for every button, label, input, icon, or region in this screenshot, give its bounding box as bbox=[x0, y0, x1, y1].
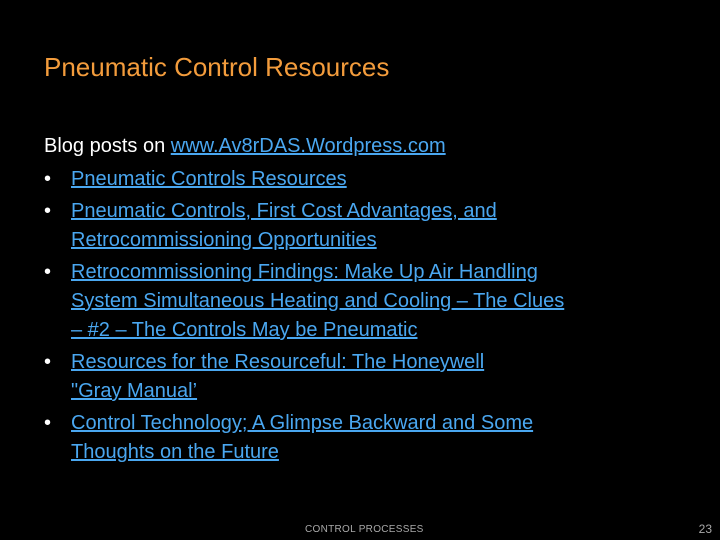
footer-label: CONTROL PROCESSES bbox=[305, 524, 424, 535]
slide-title: Pneumatic Control Resources bbox=[44, 52, 390, 82]
list-item bbox=[44, 165, 684, 194]
link-line: "Gray Manual’ bbox=[71, 380, 198, 402]
resource-link[interactable] bbox=[71, 197, 684, 255]
link-line: Pneumatic Controls, First Cost Advantages, and bbox=[71, 200, 497, 222]
bullet: • bbox=[44, 200, 52, 222]
intro-prefix: Blog posts on bbox=[44, 135, 171, 157]
bullet: • bbox=[44, 412, 52, 434]
list-item bbox=[44, 197, 684, 255]
list-item bbox=[44, 409, 684, 467]
bullet: • bbox=[44, 261, 52, 283]
bullet: • bbox=[44, 168, 52, 190]
link-line: System Simultaneous Heating and Cooling – The Clues bbox=[71, 290, 565, 312]
resource-link[interactable] bbox=[71, 348, 684, 406]
intro-line bbox=[44, 133, 446, 159]
link-line: Resources for the Resourceful: The Honeywell bbox=[71, 351, 485, 373]
link-line: Control Technology; A Glimpse Backward and Some bbox=[71, 412, 534, 434]
bullet: • bbox=[44, 351, 52, 373]
link-line: – #2 – The Controls May be Pneumatic bbox=[71, 319, 418, 341]
link-line: Pneumatic Controls Resources bbox=[71, 168, 347, 190]
resource-link[interactable] bbox=[71, 258, 684, 345]
link-line: Retrocommissioning Findings: Make Up Air Handling bbox=[71, 261, 538, 283]
list-item bbox=[44, 258, 684, 345]
blog-link[interactable]: www.Av8rDAS.Wordpress.com bbox=[170, 135, 446, 157]
link-line: Retrocommissioning Opportunities bbox=[71, 229, 377, 251]
list-item bbox=[44, 348, 684, 406]
resource-link[interactable] bbox=[71, 165, 684, 194]
link-line: Thoughts on the Future bbox=[71, 441, 279, 463]
page-number: 23 bbox=[698, 522, 712, 536]
resource-link[interactable] bbox=[71, 409, 684, 467]
resource-list bbox=[44, 165, 684, 470]
